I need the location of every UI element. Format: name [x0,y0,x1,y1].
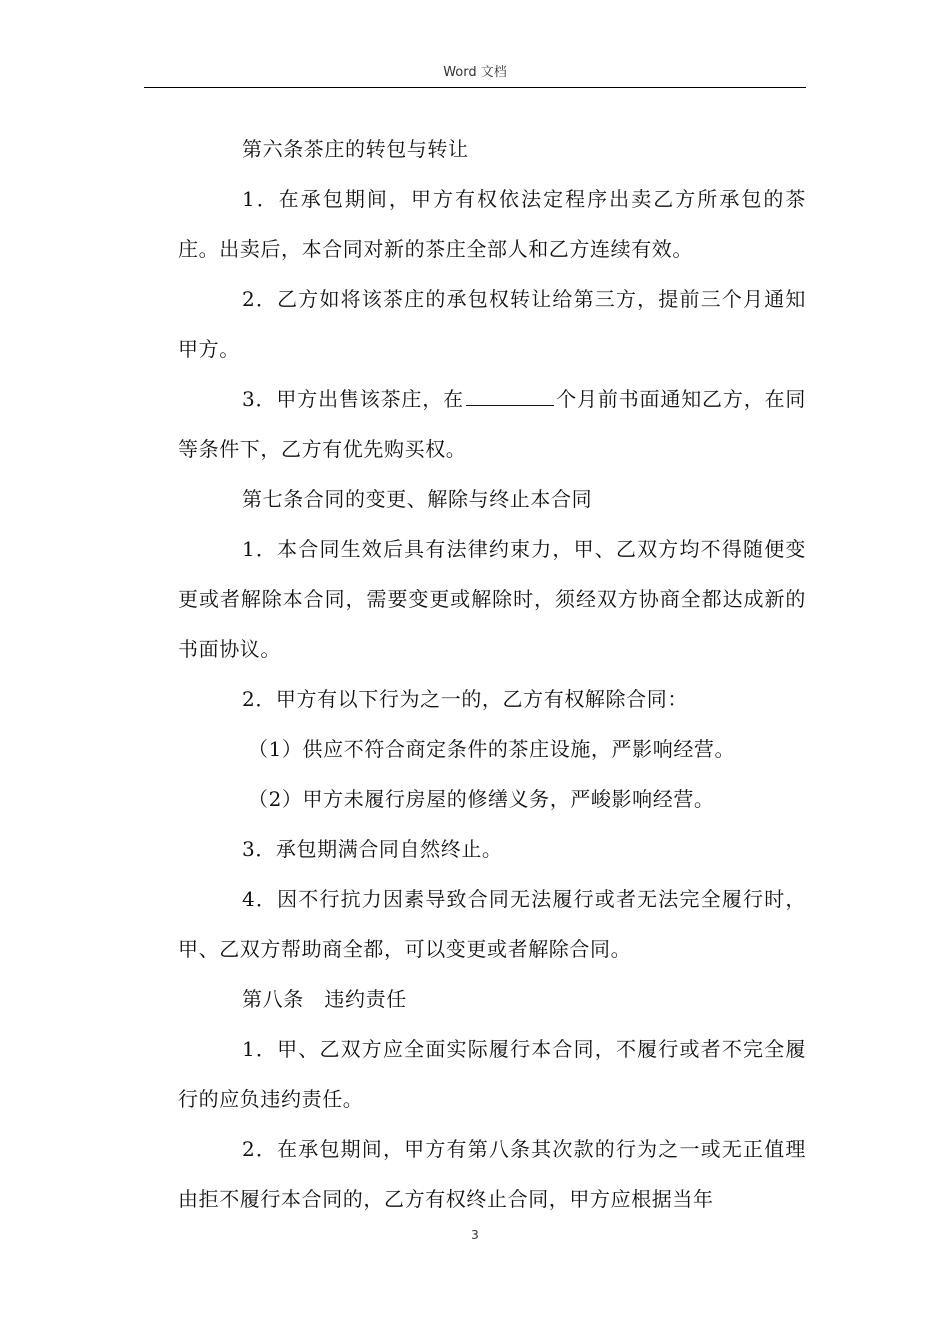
header-rule [144,87,806,88]
paragraph-7-1: 1．本合同生效后具有法律约束力，甲、乙双方均不得随便变更或者解除本合同，需要变更或解除时，须经双方协商全都达成新的书面协议。 [178,537,806,661]
paragraph-7-2-item-2: （2）甲方未履行房屋的修缮义务，严峻影响经营。 [248,787,715,811]
paragraph-6-2: 2．乙方如将该茶庄的承包权转让给第三方，提前三个月通知甲方。 [178,287,806,361]
section-heading-8: 第八条 违约责任 [242,987,407,1011]
paragraph-6-3 [178,374,806,474]
paragraph-8-2: 2．在承包期间，甲方有第八条其次款的行为之一或无正值理由拒不履行本合同的，乙方有权终止合同，甲方应根据当年 [178,1137,806,1211]
blank-line [466,387,554,406]
paragraph-8-1: 1．甲、乙双方应全面实际履行本合同，不履行或者不完全履行的应负违约责任。 [178,1037,806,1111]
section-heading-6: 第六条茶庄的转包与转让 [242,137,469,161]
paragraph-7-2: 2．甲方有以下行为之一的，乙方有权解除合同： [242,687,688,711]
paragraph-6-1: 1．在承包期间，甲方有权依法定程序出卖乙方所承包的茶庄。出卖后，本合同对新的茶庄全部人和乙方连续有效。 [178,187,806,261]
paragraph-6-3-end: 个月前书面通知乙方，在同等条件下，乙方有优先购买权。 [178,387,807,461]
page-number: 3 [471,1228,479,1242]
paragraph-7-2-item-1: （1）供应不符合商定条件的茶庄设施，严影响经营。 [248,737,736,761]
paragraph-6-3-start: 3．甲方出售该茶庄，在 [242,387,464,411]
paragraph-7-3: 3．承包期满合同自然终止。 [242,837,503,861]
document-body [178,124,806,1224]
paragraph-7-4: 4．因不行抗力因素导致合同无法履行或者无法完全履行时，甲、乙双方帮助商全都，可以变更或者解除合同。 [178,887,806,961]
section-heading-7: 第七条合同的变更、解除与终止本合同 [242,487,593,511]
page-header: Word 文档 [443,65,507,80]
